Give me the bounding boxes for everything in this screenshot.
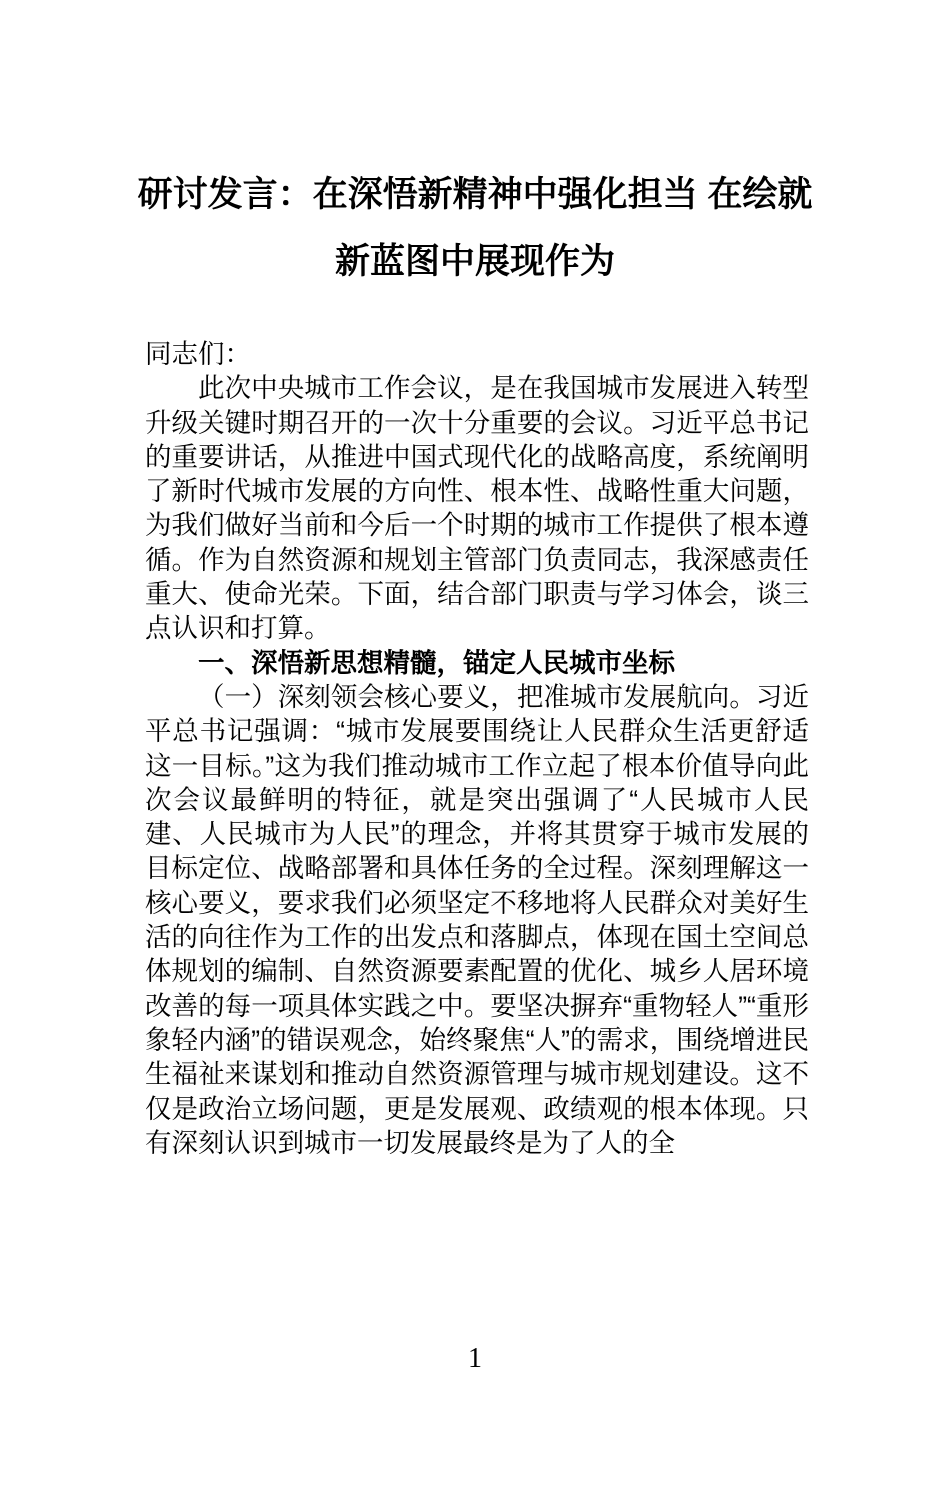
body-paragraph: （一）深刻领会核心要义，把准城市发展航向。习近平总书记强调：“城市发展要围绕让人民群众生活更舒适这一目标。”这为我们推动城市工作立起了根本价值导向此次会议最鲜明的特征，就是突出强调了“人民城市人民建、人民城市为人民”的理念，并将其贯穿于城市发展的目标定位、战略部署和具体任务的全过程。深刻理解这一核心要义，要求我们必须坚定不移地将人民群众对美好生活的向往作为工作的出发点和落脚点，体现在国土空间总体规划的编制、自然资源要素配置的优化、城乡人居环境改善的每一项具体实践之中。要坚决摒弃“重物轻人”“重形象轻内涵”的错误观念，始终聚焦“人”的需求，围绕增进民生福祉来谋划和推动自然资源管理与城市规划建设。这不仅是政治立场问题，更是发展观、政绩观的根本体现。只有深刻认识到城市一切发展最终是为了人的全 — [145, 681, 809, 1158]
document-page — [0, 161, 950, 1505]
body-paragraph: 此次中央城市工作会议，是在我国城市发展进入转型升级关键时期召开的一次十分重要的会议。习近平总书记的重要讲话，从推进中国式现代化的战略高度，系统阐明了新时代城市发展的方向性、根本性、战略性重大问题，为我们做好当前和今后一个时期的城市工作提供了根本遵循。作为自然资源和规划主管部门负责同志，我深感责任重大、使命光荣。下面，结合部门职责与学习体会，谈三点认识和打算。 — [145, 373, 809, 644]
document-title: 研讨发言：在深悟新精神中强化担当 在绘就新蓝图中展现作为 — [137, 175, 813, 281]
document-body — [145, 337, 809, 1160]
salutation-paragraph: 同志们： — [145, 339, 251, 369]
page-number: 1 — [468, 1343, 482, 1374]
section-heading: 一、深悟新思想精髓，锚定人民城市坐标 — [198, 647, 675, 678]
